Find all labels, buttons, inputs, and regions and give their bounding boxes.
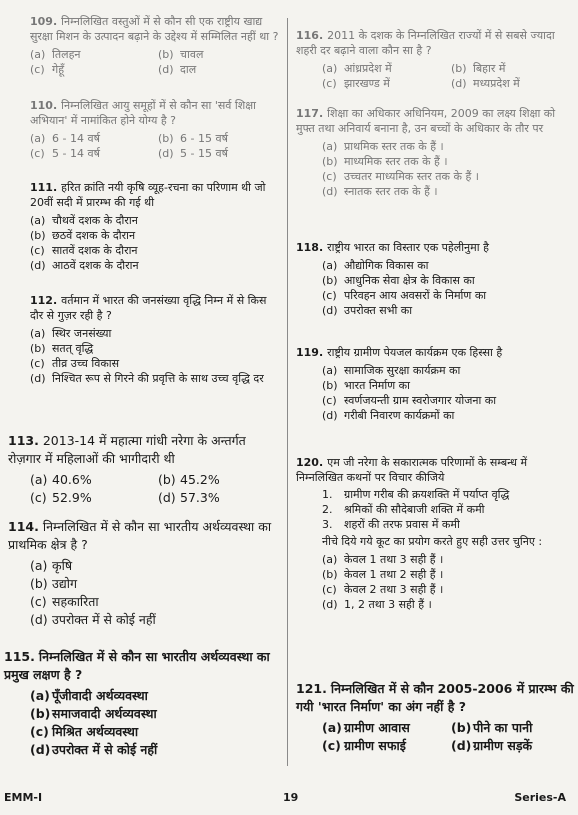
question-number: 115. [4, 649, 35, 664]
options [30, 326, 280, 386]
option-a: (a) पूँजीवादी अर्थव्यवस्था [30, 688, 148, 703]
option-b: (b) आधुनिक सेवा क्षेत्र के विकास का [322, 274, 475, 287]
question-stem: राष्ट्रीय भारत का विस्तार एक पहेलीनुमा है [327, 241, 489, 254]
option-a: (a) प्राथमिक स्तर तक के हैं । [322, 140, 444, 153]
question-stem: निम्नलिखित में से कौन 2005-2006 में प्रारम्भ की गयी 'भारत निर्माण' का अंग नहीं है ? [296, 681, 574, 714]
question-111 [30, 180, 280, 273]
option-c: (c) गेहूँ [30, 63, 65, 76]
question-116 [296, 28, 574, 91]
options [322, 363, 574, 423]
option-a: (a) तिलहन [30, 48, 81, 61]
options [322, 61, 574, 91]
option-c: (c) 52.9% [30, 490, 92, 505]
option-a: (a) केवल 1 तथा 3 सही हैं । [322, 553, 444, 566]
question-121 [296, 680, 574, 755]
option-b: (b) सतत् वृद्धि [30, 342, 94, 355]
question-stem: हरित क्रांति नयी कृषि व्यूह-रचना का परिणाम थी जो 20वीं सदी में प्रारम्भ की गई थी [30, 181, 266, 209]
option-c: (c) ग्रामीण सफाई [322, 738, 406, 753]
question-stem: शिक्षा का अधिकार अधिनियम, 2009 का लक्ष्य शिक्षा को मुफ्त तथा अनिवार्य बनाना है, उन बच्चों के अधिकार के तौर पर [296, 107, 556, 135]
option-d: (d) 57.3% [158, 490, 220, 505]
question-117 [296, 106, 574, 199]
question-120 [296, 455, 574, 612]
option-c: (c) तीव्र उच्च विकास [30, 357, 120, 370]
option-c: (c) 5 - 14 वर्ष [30, 147, 100, 160]
question-113 [8, 432, 280, 507]
option-b: (b) भारत निर्माण का [322, 379, 410, 392]
question-stem: निम्नलिखित में से कौन सा भारतीय अर्थव्यवस्था का प्रमुख लक्षण है ? [4, 649, 270, 682]
option-a: (a) आंध्रप्रदेश में [322, 62, 392, 75]
option-b: (b) बिहार में [451, 62, 506, 75]
option-a: (a) 6 - 14 वर्ष [30, 132, 100, 145]
question-number: 119. [296, 346, 324, 359]
question-number: 121. [296, 681, 327, 696]
options [30, 471, 280, 507]
question-114 [8, 518, 280, 629]
question-number: 118. [296, 241, 324, 254]
question-number: 116. [296, 29, 324, 42]
statement-2: 2. श्रमिकों की सौदेबाजी शक्ति में कमी [322, 503, 485, 516]
question-112 [30, 293, 280, 386]
option-a: (a) कृषि [30, 558, 73, 573]
question-number: 109. [30, 15, 58, 28]
option-b: (b) 45.2% [158, 472, 220, 487]
option-c: (c) स्वर्णजयन्ती ग्राम स्वरोजगार योजना का [322, 394, 497, 407]
option-d: (d) 5 - 15 वर्ष [158, 147, 228, 160]
option-b: (b) केवल 1 तथा 2 सही हैं । [322, 568, 444, 581]
series-label: Series-A [514, 791, 566, 804]
question-109 [30, 14, 280, 77]
question-stem: 2011 के दशक के निम्नलिखित राज्यों में से सबसे ज्यादा शहरी दर बढ़ाने वाला कौन सा है ? [296, 29, 555, 57]
option-c: (c) मिश्रित अर्थव्यवस्था [30, 724, 139, 739]
option-c: (c) सहकारिता [30, 594, 99, 609]
options [30, 131, 280, 161]
question-stem: निम्नलिखित वस्तुओं में से कौन सी एक राष्ट्रीय खाद्य सुरक्षा मिशन के उत्पादन बढ़ाने के उद्देश्य में सम्मिलित नहीं था ? [30, 15, 279, 43]
option-d: (d) मध्यप्रदेश में [451, 77, 520, 90]
options [322, 552, 574, 612]
options [322, 719, 574, 755]
option-c: (c) सातवें दशक के दौरान [30, 244, 138, 257]
question-number: 117. [296, 107, 324, 120]
right-column [290, 0, 578, 775]
option-c: (c) झारखण्ड में [322, 77, 390, 90]
question-stem: निम्नलिखित में से कौन सा भारतीय अर्थव्यवस्था का प्राथमिक क्षेत्र है ? [8, 519, 272, 552]
option-d: (d) निश्चित रूप से गिरने की प्रवृत्ति के साथ उच्च वृद्धि दर [30, 372, 264, 385]
option-c: (c) उच्चतर माध्यमिक स्तर तक के हैं । [322, 170, 479, 183]
option-d: (d) उपरोक्त सभी का [322, 304, 413, 317]
question-stem: निम्नलिखित आयु समूहों में से कौन सा 'सर्व शिक्षा अभियान' में नामांकित होने योग्य है ? [30, 99, 256, 127]
option-a: (a) चौथवें दशक के दौरान [30, 214, 138, 227]
options [30, 687, 280, 759]
question-115 [4, 648, 280, 759]
question-number: 113. [8, 433, 39, 448]
option-d: (d) गरीबी निवारण कार्यक्रमों का [322, 409, 455, 422]
question-119 [296, 345, 574, 423]
question-number: 112. [30, 294, 58, 307]
options [322, 258, 574, 318]
options [30, 557, 280, 629]
option-b: (b) चावल [158, 48, 204, 61]
page-number: 19 [283, 791, 299, 804]
question-stem: 2013-14 में महात्मा गांधी नरेगा के अन्तर्गत रोज़गार में महिलाओं की भागीदारी थी [8, 433, 246, 466]
option-d: (d) ग्रामीण सड़कें [451, 738, 533, 753]
question-stem: राष्ट्रीय ग्रामीण पेयजल कार्यक्रम एक हिस्सा है [327, 346, 503, 359]
option-b: (b) 6 - 15 वर्ष [158, 132, 228, 145]
option-b: (b) पीने का पानी [451, 720, 533, 735]
option-d: (d) 1, 2 तथा 3 सही हैं । [322, 598, 432, 611]
page-footer [0, 791, 578, 809]
options [30, 213, 280, 273]
left-column [0, 0, 286, 775]
question-number: 111. [30, 181, 58, 194]
option-b: (b) माध्यमिक स्तर तक के हैं । [322, 155, 448, 168]
instruction: नीचे दिये गये कूट का प्रयोग करते हुए सही उत्तर चुनिए : [322, 535, 543, 548]
option-c: (c) केवल 2 तथा 3 सही हैं । [322, 583, 444, 596]
column-divider [287, 18, 288, 766]
question-110 [30, 98, 280, 161]
question-stem: एम जी नरेगा के सकारात्मक परिणामों के सम्बन्ध में निम्नलिखित कथनों पर विचार कीजिये [296, 456, 528, 484]
option-a: (a) स्थिर जनसंख्या [30, 327, 112, 340]
option-a: (a) ग्रामीण आवास [322, 720, 410, 735]
option-a: (a) 40.6% [30, 472, 92, 487]
option-d: (d) दाल [158, 63, 197, 76]
option-b: (b) समाजवादी अर्थव्यवस्था [30, 706, 157, 721]
statement-1: 1. ग्रामीण गरीब की क्रयशक्ति में पर्याप्त वृद्धि [322, 488, 510, 501]
option-b: (b) उद्योग [30, 576, 78, 591]
booklet-code: EMM-I [4, 791, 43, 804]
statements [322, 487, 574, 532]
options [322, 139, 574, 199]
options [30, 47, 280, 77]
option-d: (d) स्नातक स्तर तक के हैं । [322, 185, 438, 198]
question-stem: वर्तमान में भारत की जनसंख्या वृद्धि निम्न में से किस दौर से गुज़र रही है ? [30, 294, 267, 322]
option-b: (b) छठवें दशक के दौरान [30, 229, 136, 242]
question-118 [296, 240, 574, 318]
option-d: (d) आठवें दशक के दौरान [30, 259, 139, 272]
option-a: (a) औद्योगिक विकास का [322, 259, 429, 272]
question-number: 120. [296, 456, 324, 469]
option-a: (a) सामाजिक सुरक्षा कार्यक्रम का [322, 364, 461, 377]
statement-3: 3. शहरों की तरफ प्रवास में कमी [322, 518, 460, 531]
question-number: 114. [8, 519, 39, 534]
question-number: 110. [30, 99, 58, 112]
option-d: (d) उपरोक्त में से कोई नहीं [30, 742, 158, 757]
option-c: (c) परिवहन आय अवसरों के निर्माण का [322, 289, 487, 302]
option-d: (d) उपरोक्त में से कोई नहीं [30, 612, 156, 627]
